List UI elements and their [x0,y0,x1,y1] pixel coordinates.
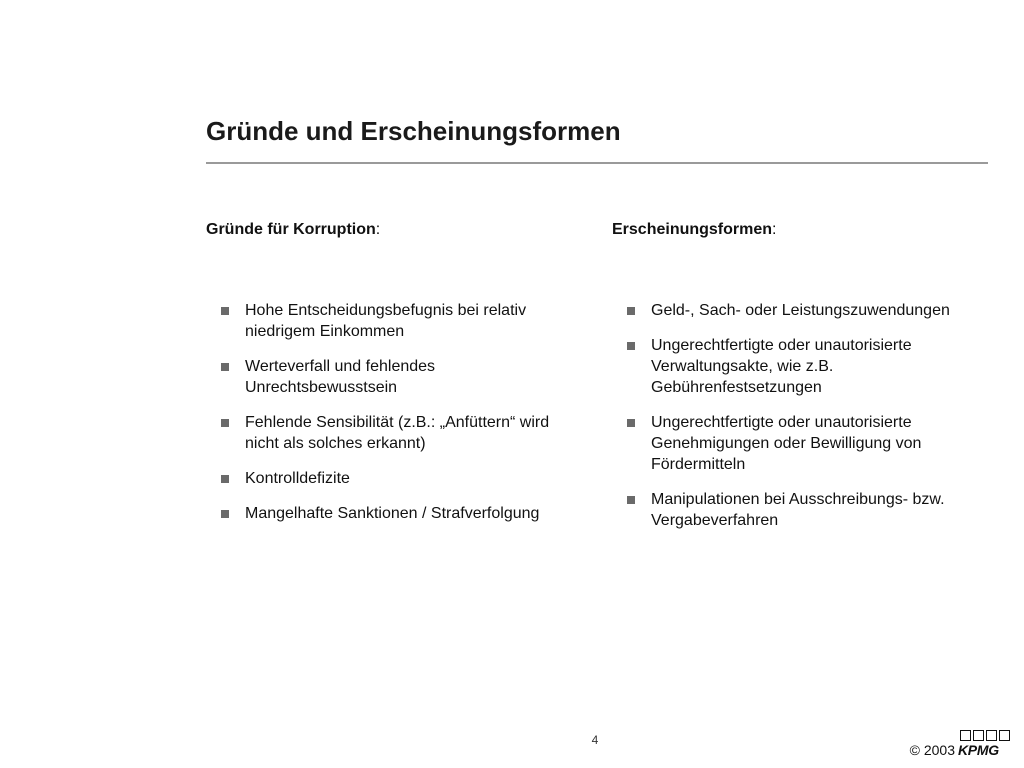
reasons-column [206,220,576,538]
title-divider [206,162,988,164]
square-bullet-icon [627,496,635,504]
list-item-text: Manipulationen bei Ausschreibungs- bzw. Vergabeverfahren [651,491,945,529]
forms-list [612,300,992,531]
list-item [206,503,576,524]
copyright-text: © 2003 [909,742,955,758]
page-number: 4 [591,733,599,747]
list-item-text: Ungerechtfertigte oder unautorisierte Verwaltungsakte, wie z.B. Gebührenfestsetzungen [651,337,912,396]
square-bullet-icon [627,307,635,315]
reasons-heading [206,220,576,240]
square-bullet-icon [221,419,229,427]
square-bullet-icon [221,475,229,483]
slide-title: Gründe und Erscheinungsformen [206,116,621,146]
logo-text: KPMG [958,742,999,758]
list-item-text: Werteverfall und fehlendes Unrechtsbewusstsein [245,358,436,396]
list-item [612,412,992,475]
list-item-text: Kontrolldefizite [245,470,350,487]
square-bullet-icon [221,307,229,315]
list-item [206,356,576,398]
list-item [206,300,576,342]
list-item [612,489,992,531]
kpmg-logo [958,730,1012,758]
footer [910,730,1012,758]
reasons-list [206,300,576,524]
list-item-text: Fehlende Sensibilität (z.B.: „Anfüttern“ wird nicht als solches erkannt) [245,414,550,452]
square-bullet-icon [221,363,229,371]
forms-column [612,220,992,545]
logo-boxes-icon [960,730,1010,741]
list-item [206,412,576,454]
list-item-text: Mangelhafte Sanktionen / Strafverfolgung [245,505,540,522]
square-bullet-icon [627,342,635,350]
list-item [612,335,992,398]
forms-heading-text: Erscheinungsformen [612,221,773,238]
square-bullet-icon [627,419,635,427]
reasons-heading-colon: : [375,221,381,238]
forms-heading-colon: : [772,221,777,238]
list-item-text: Geld-, Sach- oder Leistungszuwendungen [651,302,950,319]
reasons-heading-text: Gründe für Korruption [206,221,376,238]
list-item-text: Ungerechtfertigte oder unautorisierte Genehmigungen oder Bewilligung von Fördermitteln [651,414,922,473]
list-item [206,468,576,489]
forms-heading [612,220,992,240]
list-item-text: Hohe Entscheidungsbefugnis bei relativ niedrigem Einkommen [245,302,527,340]
square-bullet-icon [221,510,229,518]
list-item [612,300,992,321]
